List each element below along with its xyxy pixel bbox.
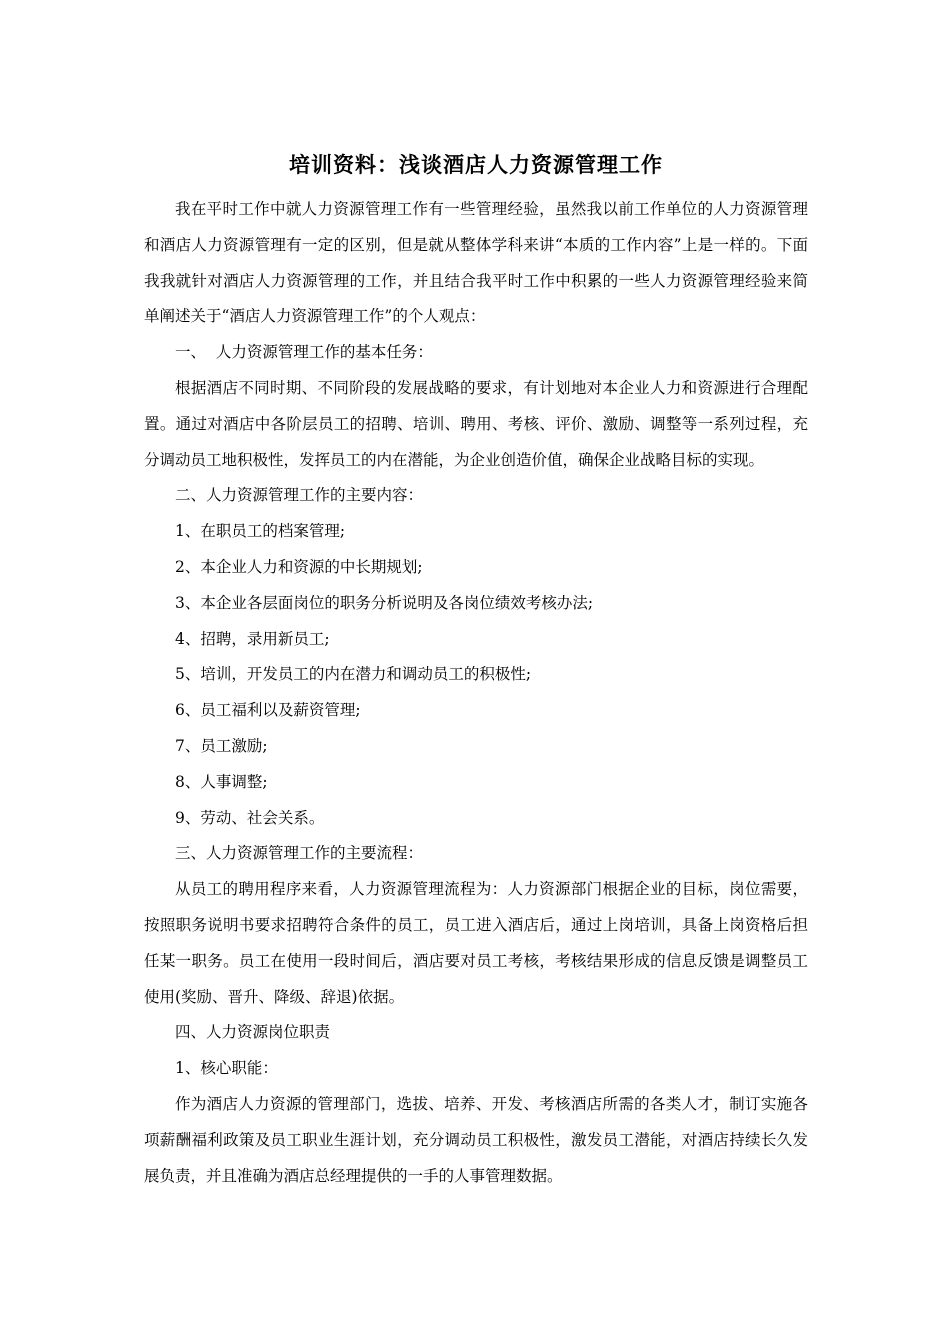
- list-item: 8、人事调整;: [175, 772, 268, 791]
- list-item: 3、本企业各层面岗位的职务分析说明及各岗位绩效考核办法;: [175, 593, 594, 612]
- intro-paragraph: 我在平时工作中就人力资源管理工作有一些管理经验，虽然我以前工作单位的人力资源管理和酒店人力资源管理有一定的区别，但是就从整体学科来讲“本质的工作内容”上是一样的。下面我我就针对酒店人力资源管理的工作，并且结合我平时工作中积累的一些人力资源管理经验来简单阐述关于“酒店人力资源管理工作”的个人观点：: [144, 200, 808, 326]
- section-4-heading: 四、人力资源岗位职责: [175, 1023, 331, 1042]
- document-title: 培训资料：浅谈酒店人力资源管理工作: [289, 153, 663, 177]
- section-1-paragraph: 根据酒店不同时期、不同阶段的发展战略的要求，有计划地对本企业人力和资源进行合理配置。通过对酒店中各阶层员工的招聘、培训、聘用、考核、评价、激励、调整等一系列过程，充分调动员工地积极性，发挥员工的内在潜能，为企业创造价值，确保企业战略目标的实现。: [144, 378, 808, 469]
- list-item: 2、本企业人力和资源的中长期规划;: [175, 557, 423, 576]
- list-item: 9、劳动、社会关系。: [175, 808, 325, 827]
- list-item: 4、招聘，录用新员工;: [175, 629, 330, 648]
- list-item: 1、在职员工的档案管理;: [175, 522, 346, 541]
- list-item: 5、培训，开发员工的内在潜力和调动员工的积极性;: [175, 665, 532, 684]
- section-2-heading: 二、人力资源管理工作的主要内容：: [175, 486, 424, 505]
- document-page: [144, 150, 808, 1194]
- list-item: 6、员工福利以及薪资管理;: [175, 701, 361, 720]
- document-body: [144, 192, 808, 1194]
- section-3-paragraph: 从员工的聘用程序来看，人力资源管理流程为：人力资源部门根据企业的目标，岗位需要，按照职务说明书要求招聘符合条件的员工，员工进入酒店后，通过上岗培训，具备上岗资格后担任某一职务。员工在使用一段时间后，酒店要对员工考核，考核结果形成的信息反馈是调整员工使用(奖励、晋升、降级、辞退)依据。: [144, 880, 808, 1006]
- section-4-subheading: 1、核心职能：: [175, 1059, 278, 1078]
- section-1-heading: 一、 人力资源管理工作的基本任务：: [175, 343, 433, 362]
- section-3-heading: 三、人力资源管理工作的主要流程：: [175, 844, 424, 863]
- section-4-paragraph: 作为酒店人力资源的管理部门，选拔、培养、开发、考核酒店所需的各类人才，制订实施各项薪酬福利政策及员工职业生涯计划，充分调动员工积极性，激发员工潜能，对酒店持续长久发展负责，并且准确为酒店总经理提供的一手的人事管理数据。: [144, 1094, 808, 1185]
- list-item: 7、员工激励;: [175, 736, 268, 755]
